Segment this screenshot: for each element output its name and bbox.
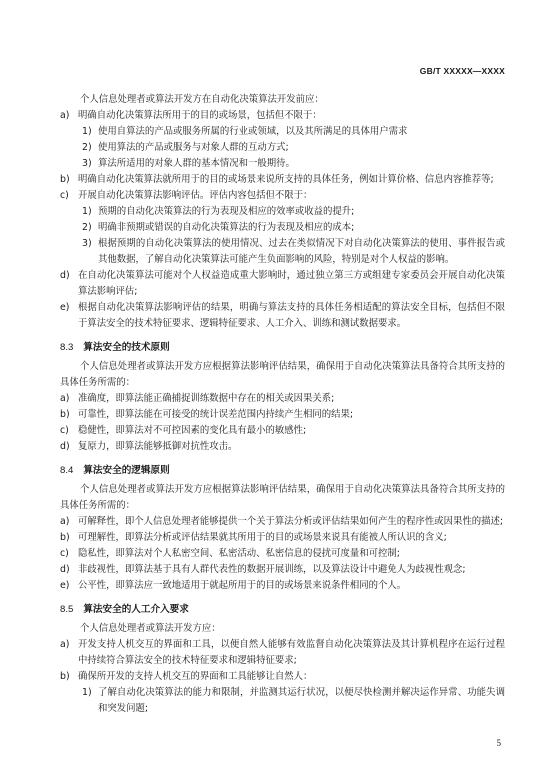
list-item: c) 开展自动化决策算法影响评估。评估内容包括但不限于： bbox=[60, 190, 313, 201]
list-item: b) 明确自动化决策算法就所用于的目的或场景来说所支持的具体任务，例如计算价格、信息内容推荐等; bbox=[60, 174, 494, 185]
list-item: e) 根据自动化决策算法影响评估的结果，明确与算法支持的具体任务相适配的算法安全目标，包括但不限于算法安全的技术特征要求、逻辑特征要求、人工介入、训练和测试数据要求。 bbox=[60, 302, 505, 329]
paragraph-8-5-intro: 个人信息处理者或算法开发方应： bbox=[80, 623, 221, 634]
paragraph-8-4-intro: 个人信息处理者或算法开发方应根据算法影响评估结果，确保用于自动化决策算法具备符合其所支持的具体任务所需的： bbox=[60, 484, 505, 511]
paragraph-intro: 个人信息处理者或算法开发方在自动化决策算法开发前应： bbox=[80, 94, 324, 105]
list-item: e) 公平性，即算法应一致地适用于就起所用于的目的或场景来说条件相同的个人。 bbox=[60, 580, 407, 591]
list-item: c) 隐私性，即算法对个人私密空间、私密活动、私密信息的侵扰可度量和可控制; bbox=[60, 548, 400, 559]
section-heading-8-4: 8.4 算法安全的逻辑原则 bbox=[60, 465, 170, 476]
list-item: b) 可靠性，即算法能在可接受的统计误差范围内持续产生相同的结果; bbox=[60, 409, 354, 420]
sub-list-item: 2) 使用算法的产品或服务与对象人群的互动方式; bbox=[82, 142, 289, 153]
list-item: a) 开发支持人机交互的界面和工具，以便自然人能够有效监督自动化决策算法及其计算机程序在运行过程中持续符合算法安全的技术特征要求和逻辑特征要求; bbox=[60, 639, 505, 666]
sub-list-item: 2) 明确非预期或错误的自动化决策算法的行为表现及相应的成本; bbox=[82, 222, 355, 233]
list-item: c) 稳健性，即算法对不可控因素的变化具有最小的敏感性; bbox=[60, 425, 307, 436]
list-item: b) 确保所开发的支持人机交互的界面和工具能够让自然人： bbox=[60, 671, 313, 682]
page-number: 5 bbox=[496, 738, 501, 748]
paragraph-8-3-intro: 个人信息处理者或算法开发方应根据算法影响评估结果，确保用于自动化决策算法具备符合其所支持的具体任务所需的： bbox=[60, 361, 505, 388]
page-content bbox=[60, 92, 505, 717]
list-item: d) 复原力，即算法能够抵御对抗性攻击。 bbox=[60, 441, 238, 452]
standard-code: GB/T XXXXX—XXXX bbox=[419, 66, 505, 76]
sub-list-item: 1) 使用自算法的产品或服务所属的行业或领域，以及其所满足的具体用户需求 bbox=[82, 126, 408, 137]
sub-list-item: 3) 根据预期的自动化决策算法的使用情况、过去在类似情况下对自动化决策算法的使用、事件报告或其他数据，了解自动化决策算法可能产生负面影响的风险，特别是对个人权益的影响。 bbox=[82, 238, 505, 265]
section-heading-8-3: 8.3 算法安全的技术原则 bbox=[60, 342, 170, 353]
sub-list-item: 3) 算法所适用的对象人群的基本情况和一般期待。 bbox=[82, 158, 295, 169]
list-item: b) 可理解性，即算法分析或评估结果就其所用于的目的或场景来说具有能被人所认识的含义; bbox=[60, 532, 447, 543]
list-item: d) 在自动化决策算法可能对个人权益造成重大影响时，通过独立第三方或组建专家委员会开展自动化决策算法影响评估; bbox=[60, 270, 505, 297]
sub-list-item: 1) 预期的自动化决策算法的行为表现及相应的效率或收益的提升; bbox=[82, 206, 355, 217]
list-item: a) 可解释性，即个人信息处理者能够提供一个关于算法分析或评估结果如何产生的程序性或因果性的描述; bbox=[60, 516, 504, 527]
list-item: a) 准确度，即算法能正确捕捉训练数据中存在的相关或因果关系; bbox=[60, 393, 335, 404]
list-item: d) 非歧视性，即算法基于具有人群代表性的数据开展训练，以及算法设计中避免人为歧视性观念; bbox=[60, 564, 466, 575]
sub-list-item: 1) 了解自动化决策算法的能力和限制，并监测其运行状况，以便尽快检测并解决运作异常、功能失调和突发问题; bbox=[82, 687, 505, 714]
section-heading-8-5: 8.5 算法安全的人工介入要求 bbox=[60, 604, 189, 615]
list-item: a) 明确自动化决策算法所用于的目的或场景，包括但不限于： bbox=[60, 110, 322, 121]
